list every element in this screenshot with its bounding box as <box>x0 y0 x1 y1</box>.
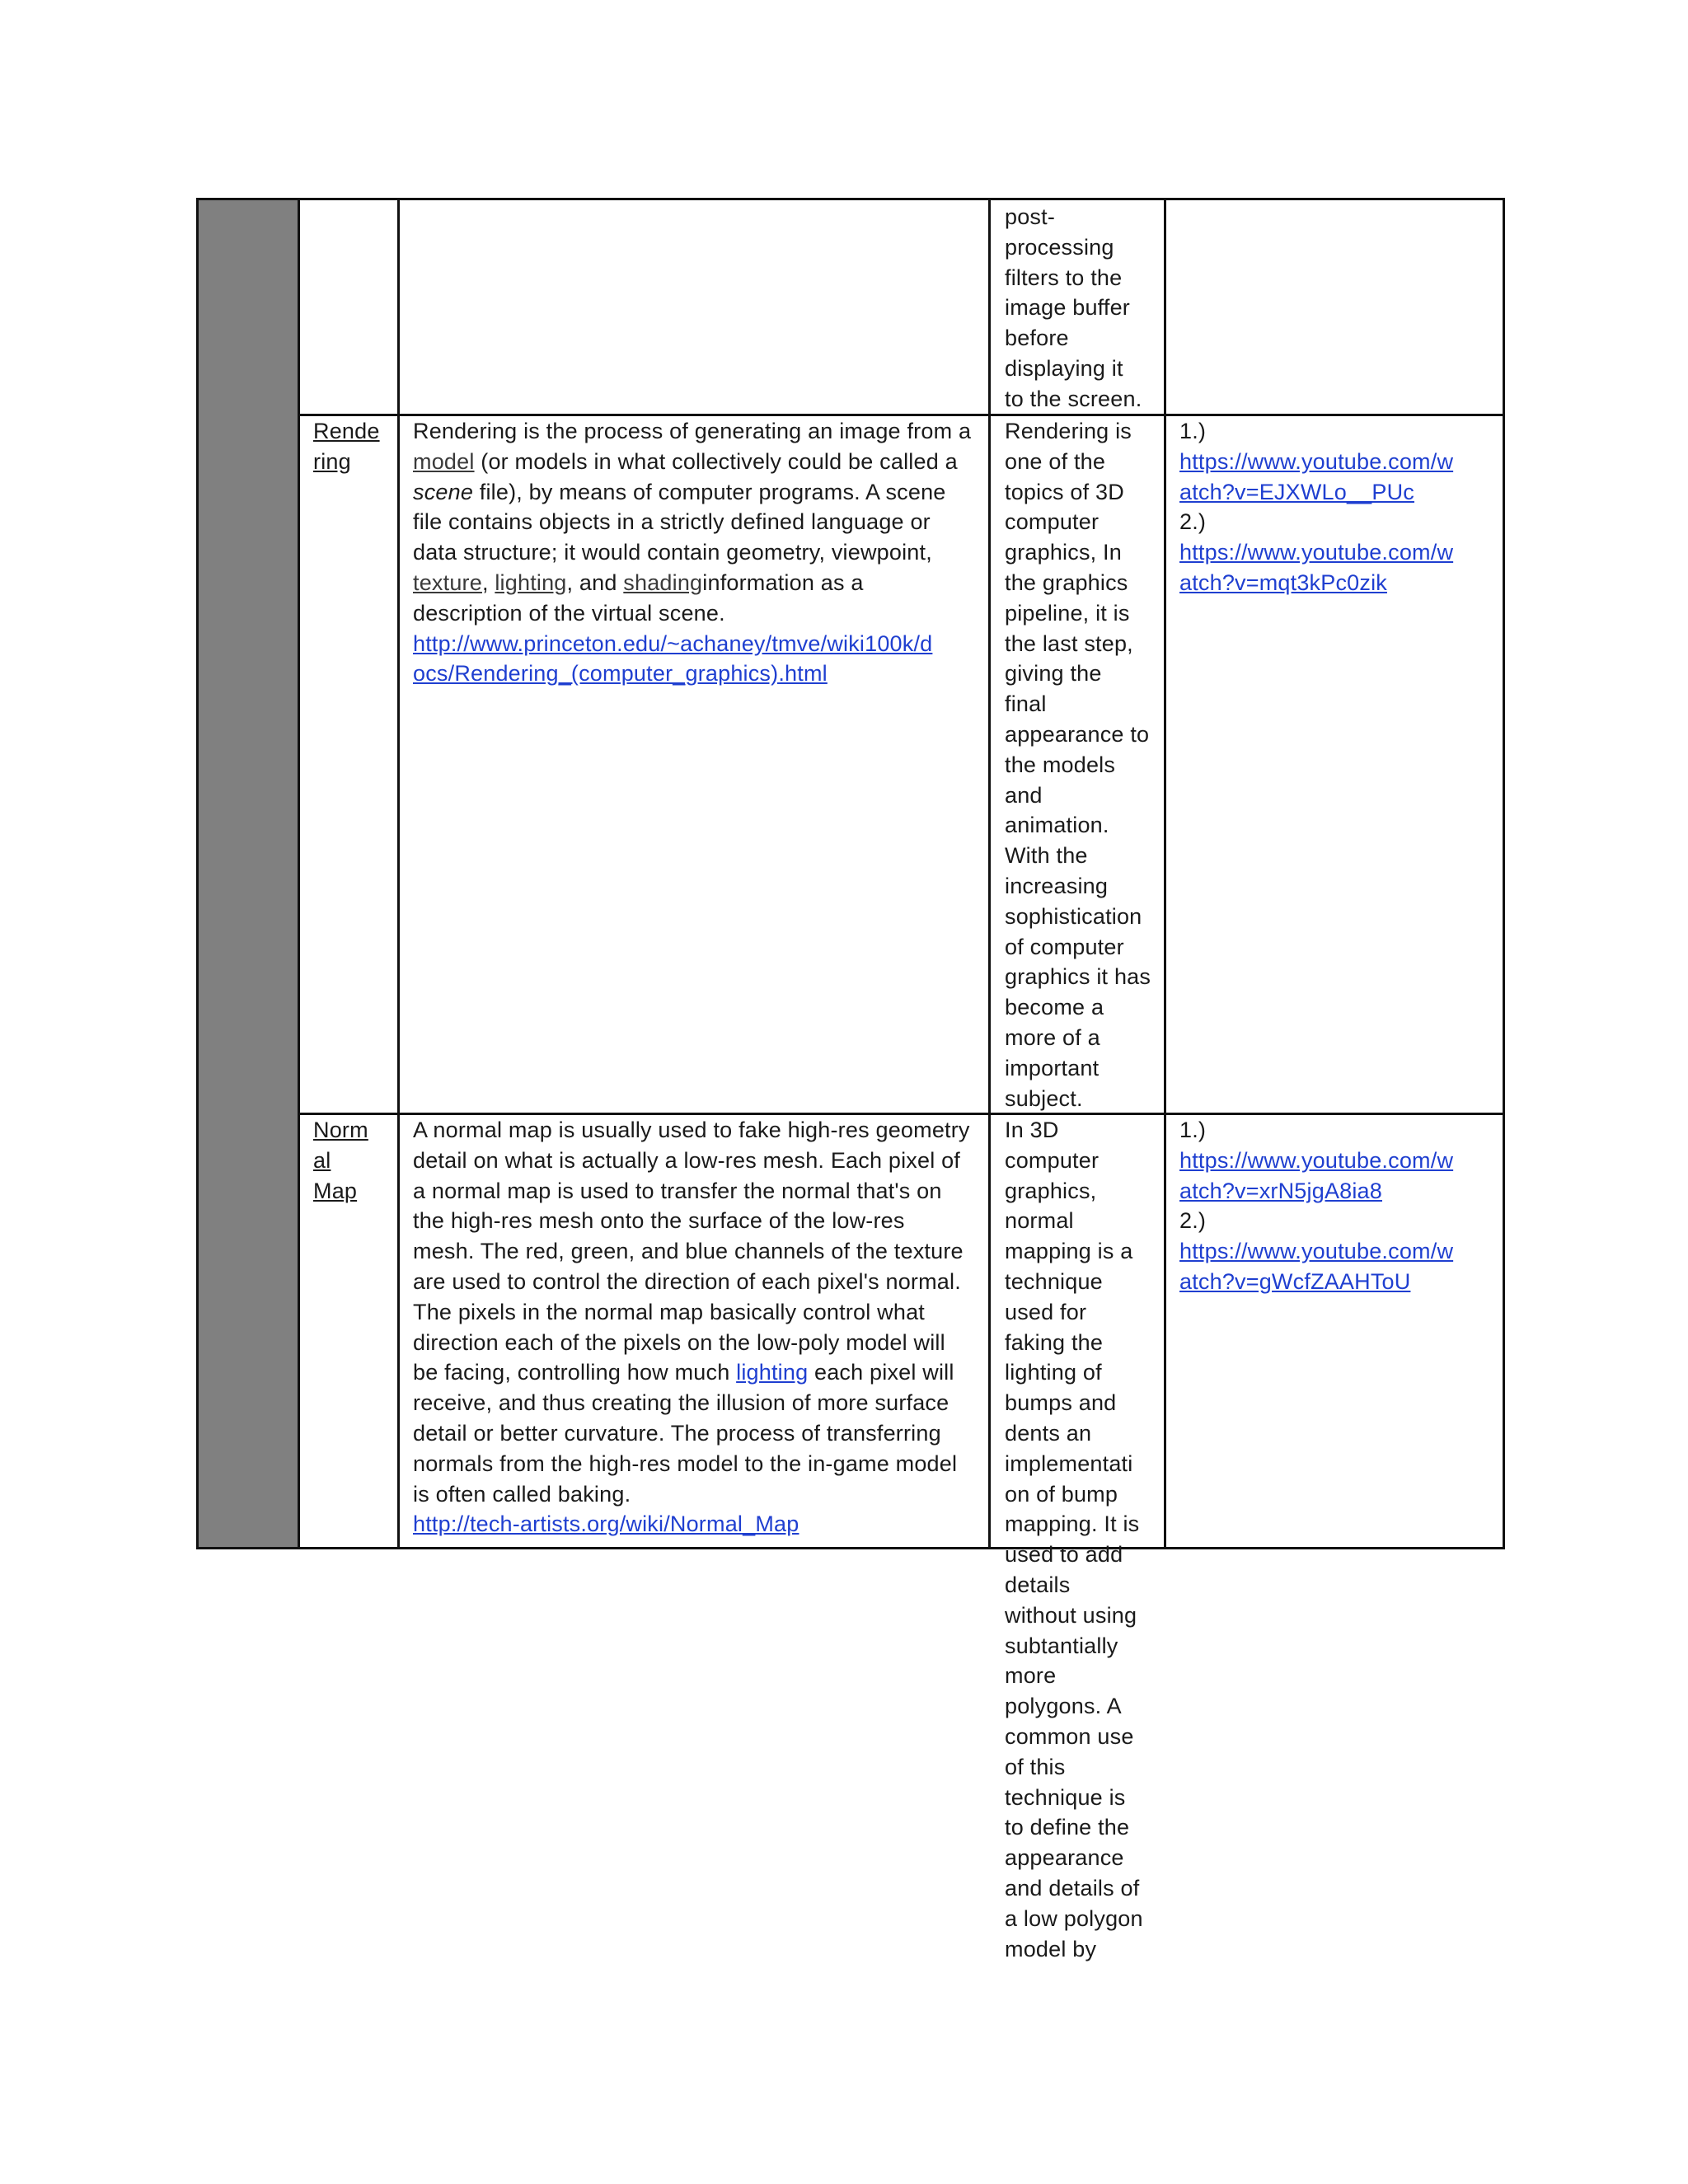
tech-artists-url-link[interactable]: http://tech-artists.org/wiki/Normal_Map <box>413 1511 799 1537</box>
youtube-link-1[interactable]: https://www.youtube.com/w <box>1179 448 1454 474</box>
row0-explanation-cell: post- processing filters to the image buffer before displaying it to the screen. <box>1005 204 1142 411</box>
normal-map-definition-cell: A normal map is usually used to fake high-res geometry detail on what is actually a low-res mesh. Each pixel of a normal map is used to transfer the normal that's on the high-res mesh onto the surface of the low-res mesh. The red, green, and blue channels of the texture are used to control the direction of each pixel's normal. The pixels in the normal map basically control what direction each of the pixels on the low-poly model will be facing, controlling how much lighting each pixel will receive, and thus creating the illusion of more surface detail or better curvature. The process of transferring normals from the high-res model to the in-game model is often called baking. http://tech-artists.org/wiki/Normal_Map <box>413 1115 982 1540</box>
rendering-term-cell: Rende ring <box>313 419 380 474</box>
youtube-link-2[interactable]: https://www.youtube.com/w <box>1179 1239 1454 1264</box>
youtube-link-1-cont[interactable]: atch?v=xrN5jgA8ia8 <box>1179 1178 1382 1203</box>
texture-link[interactable]: texture <box>413 569 482 595</box>
youtube-link-2-cont[interactable]: atch?v=mqt3kPc0zik <box>1179 569 1387 595</box>
princeton-url-link[interactable]: http://www.princeton.edu/~achaney/tmve/wiki100k/d <box>413 630 933 656</box>
column-divider <box>1164 200 1166 1547</box>
rendering-definition-cell: Rendering is the process of generating an image from a model (or models in what collectively could be called a scene file), by means of computer programs. A scene file contains objects in a strictly defined language or data structure; it would contain geometry, viewpoint, texture, lighting, and shadinginformation as a description of the virtual scene. http://www.princeton.edu/~achaney/tmve/wiki100k/d ocs/Rendering_(computer_graphics).html <box>413 416 982 689</box>
column-divider <box>397 200 400 1547</box>
gray-side-column <box>199 200 298 1547</box>
normal-map-term-cell: Norm al Map <box>313 1118 368 1203</box>
column-divider <box>988 200 991 1547</box>
lighting-link[interactable]: lighting <box>736 1360 809 1385</box>
model-link[interactable]: model <box>413 448 475 474</box>
glossary-table <box>196 198 1505 1961</box>
shading-link[interactable]: shading <box>623 569 703 595</box>
rendering-resources-cell: 1.) https://www.youtube.com/w atch?v=EJXWLo__PUc 2.) https://www.youtube.com/w atch?v=mqt3kPc0zik <box>1179 416 1501 598</box>
youtube-link-1[interactable]: https://www.youtube.com/w <box>1179 1147 1454 1173</box>
youtube-link-2[interactable]: https://www.youtube.com/w <box>1179 540 1454 565</box>
normal-map-explanation-cell: In 3D computer graphics, normal mapping is a technique used for faking the lighting of bumps and dents an implementati on of bump mapping. It is used to add details without using subtantially more polygons. A common use of this technique is to define the appearance and details of a low polygon model by <box>1005 1118 1143 1961</box>
rendering-explanation-cell: Rendering is one of the topics of 3D computer graphics, In the graphics pipeline, it is the last step, giving the final appearance to the models and animation. With the increasing sophistication of computer graphics it has become a more of a important subject. <box>1005 419 1151 1111</box>
youtube-link-1-cont[interactable]: atch?v=EJXWLo__PUc <box>1179 479 1414 504</box>
normal-map-resources-cell: 1.) https://www.youtube.com/w atch?v=xrN5jgA8ia8 2.) https://www.youtube.com/w atch?v=gWcfZAAHToU <box>1179 1115 1501 1297</box>
princeton-url-link-cont[interactable]: ocs/Rendering_(computer_graphics).html <box>413 661 828 687</box>
lighting-link[interactable]: lighting <box>495 569 567 595</box>
youtube-link-2-cont[interactable]: atch?v=gWcfZAAHToU <box>1179 1268 1411 1294</box>
column-divider <box>298 200 300 1547</box>
